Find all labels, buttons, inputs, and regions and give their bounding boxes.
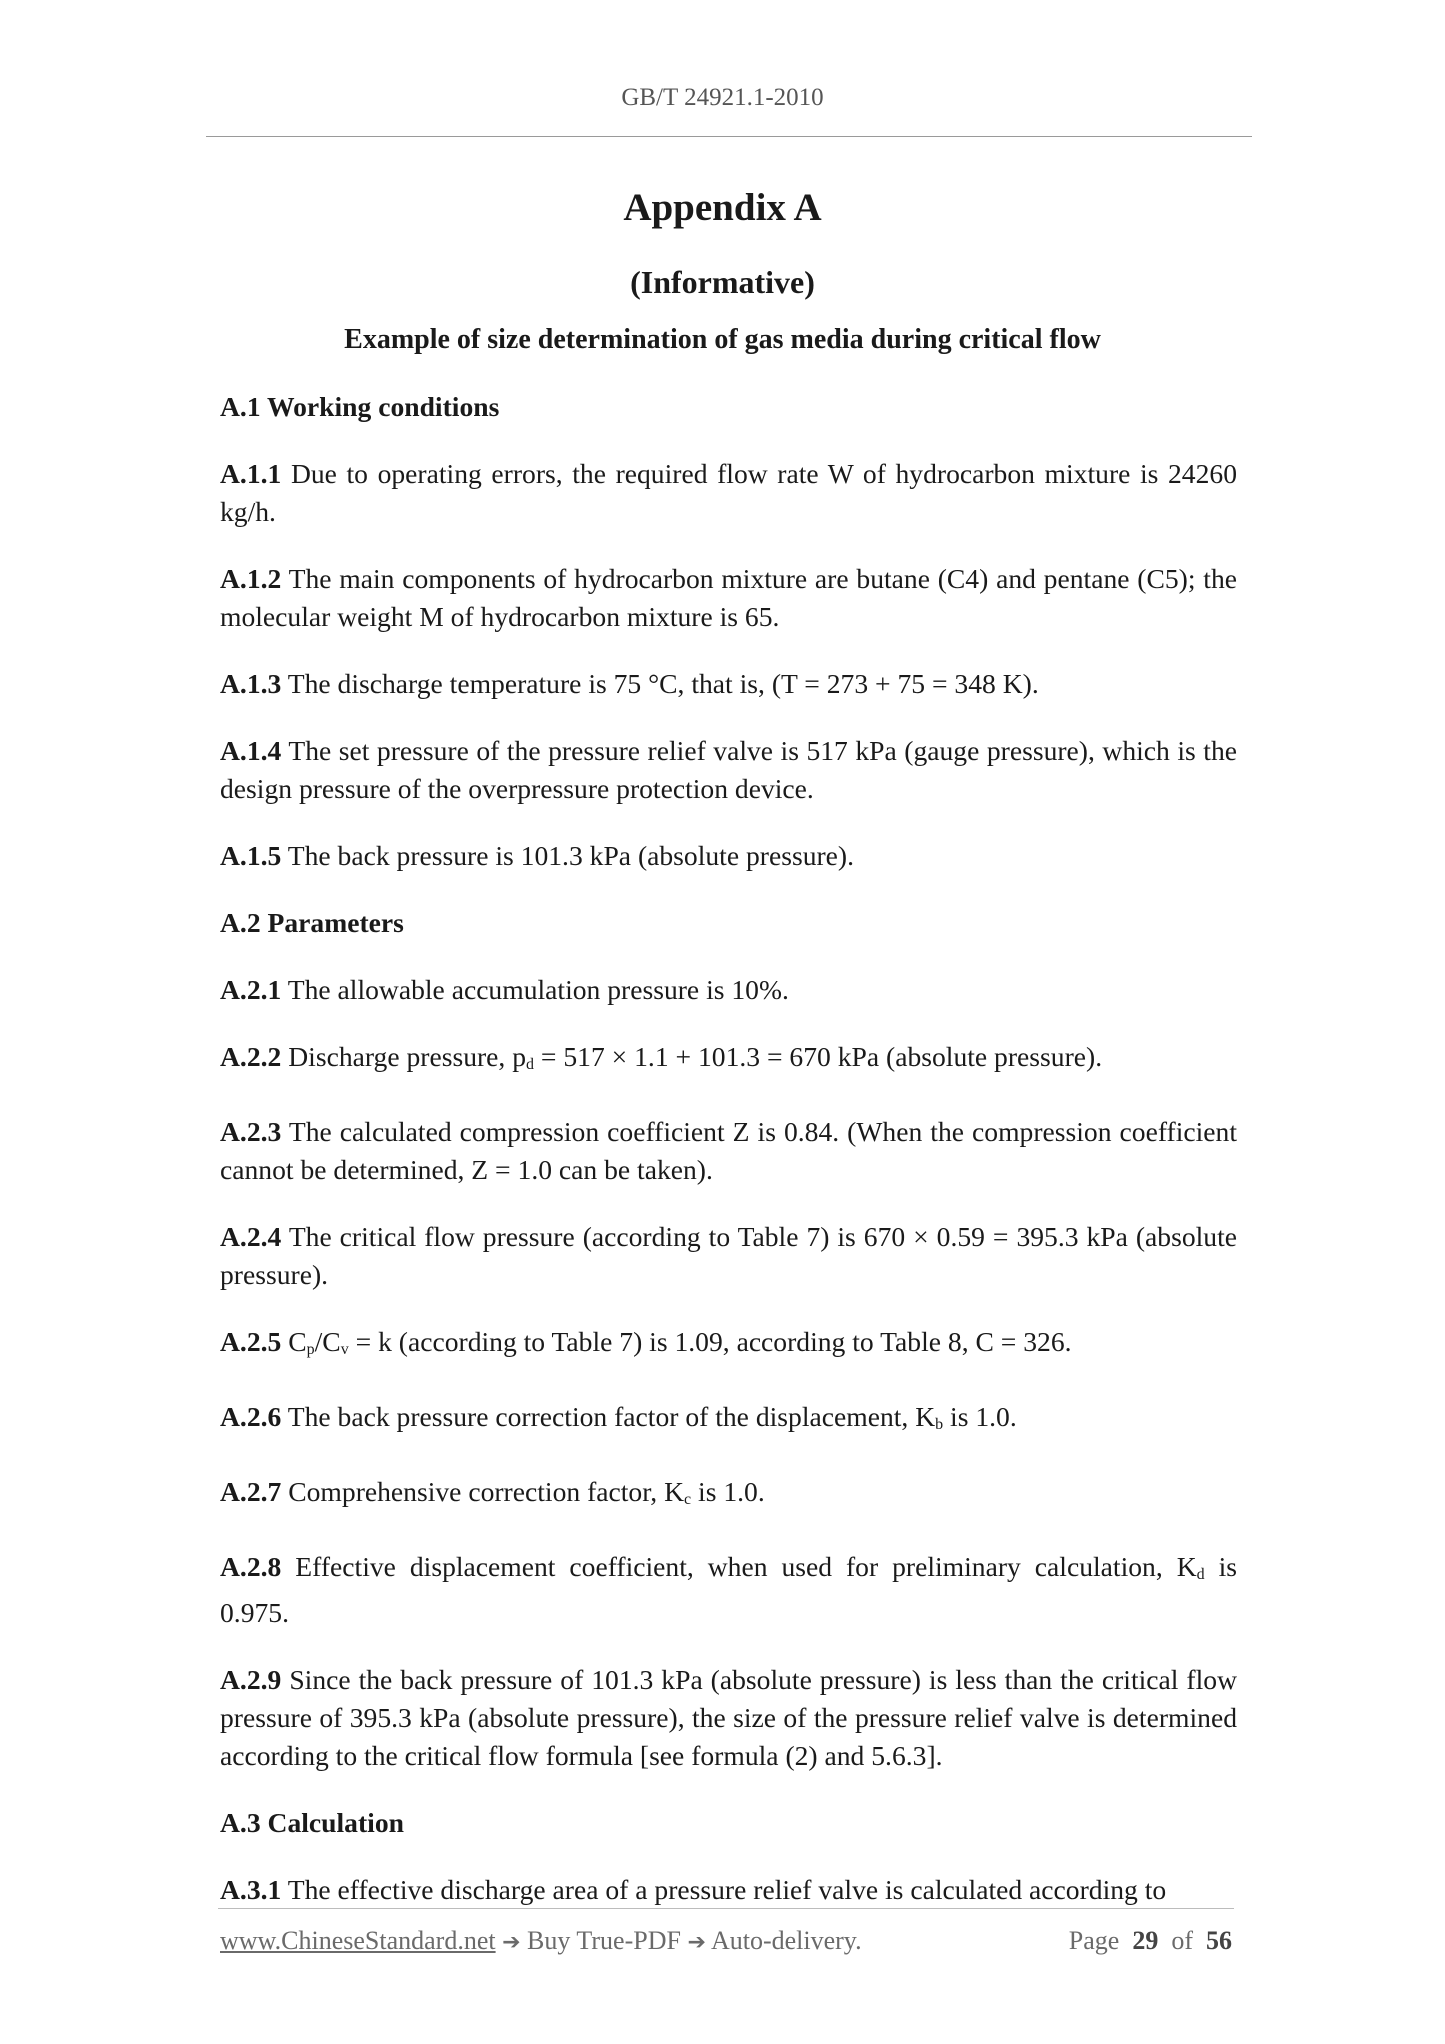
clause-a2-2 bbox=[220, 1038, 1237, 1084]
subscript: v bbox=[340, 1341, 349, 1358]
clause-a2-8 bbox=[220, 1548, 1237, 1632]
current-page: 29 bbox=[1132, 1926, 1159, 1955]
clause-text-cont: /C bbox=[314, 1326, 341, 1357]
clause-text: The discharge temperature is 75 °C, that is, (T = 273 + 75 = 348 K). bbox=[287, 668, 1039, 699]
appendix-title: Appendix A bbox=[623, 186, 822, 229]
clause-a3-1 bbox=[220, 1871, 1237, 1909]
clause-text: Discharge pressure, p bbox=[288, 1041, 527, 1072]
clause-text-cont: is 1.0. bbox=[943, 1401, 1017, 1432]
clause-text: C bbox=[288, 1326, 307, 1357]
clause-number: A.1.2 bbox=[220, 563, 282, 594]
clause-text-cont: = 517 × 1.1 + 101.3 = 670 kPa (absolute pressure). bbox=[534, 1041, 1103, 1072]
clause-a1-5 bbox=[220, 837, 1237, 875]
clause-number: A.1.1 bbox=[220, 458, 282, 489]
appendix-type: (Informative) bbox=[630, 264, 815, 300]
arrow-right-icon: ➔ bbox=[502, 1930, 521, 1955]
subscript: d bbox=[526, 1056, 535, 1073]
clause-number: A.2.1 bbox=[220, 974, 282, 1005]
clause-text: The critical flow pressure (according to Table 7) is 670 × 0.59 = 395.3 kPa (absolute pressure). bbox=[220, 1221, 1238, 1290]
clause-number: A.3.1 bbox=[220, 1874, 282, 1905]
subscript: b bbox=[935, 1416, 944, 1433]
clause-text: The back pressure is 101.3 kPa (absolute pressure). bbox=[287, 840, 855, 871]
delivery-text: Auto-delivery. bbox=[710, 1926, 862, 1955]
clause-text: The back pressure correction factor of the displacement, K bbox=[287, 1401, 936, 1432]
footer-promo bbox=[220, 1926, 862, 1956]
clause-a1-3 bbox=[220, 665, 1237, 703]
clause-number: A.2.8 bbox=[220, 1551, 282, 1582]
clause-text-cont: = k (according to Table 7) is 1.09, according to Table 8, C = 326. bbox=[348, 1326, 1072, 1357]
section-heading-a1: A.1 Working conditions bbox=[220, 391, 500, 422]
page-label: Page bbox=[1068, 1926, 1120, 1955]
clause-number: A.2.3 bbox=[220, 1116, 282, 1147]
clause-text: Due to operating errors, the required flow rate W of hydrocarbon mixture is 24260 kg/h. bbox=[220, 458, 1237, 527]
clause-text-cont: is 0.975. bbox=[220, 1551, 1238, 1628]
clause-number: A.2.2 bbox=[220, 1041, 282, 1072]
clause-text: Effective displacement coefficient, when used for preliminary calculation, K bbox=[295, 1551, 1197, 1582]
clause-number: A.1.3 bbox=[220, 668, 282, 699]
clause-a2-3 bbox=[220, 1113, 1237, 1189]
clause-number: A.1.4 bbox=[220, 735, 282, 766]
of-label: of bbox=[1171, 1926, 1193, 1955]
section-heading-a3: A.3 Calculation bbox=[220, 1807, 404, 1838]
clause-a2-1 bbox=[220, 971, 1237, 1009]
clause-number: A.2.9 bbox=[220, 1664, 282, 1695]
total-pages: 56 bbox=[1206, 1926, 1232, 1955]
document-header: GB/T 24921.1-2010 bbox=[621, 84, 824, 111]
clause-text: The main components of hydrocarbon mixture are butane (C4) and pentane (C5); the molecular weight M of hydrocarbon mixture is 65. bbox=[220, 563, 1237, 632]
clause-text: Comprehensive correction factor, K bbox=[288, 1476, 685, 1507]
clause-a2-7 bbox=[220, 1473, 1237, 1519]
clause-text: The effective discharge area of a pressure relief valve is calculated according to bbox=[287, 1874, 1167, 1905]
document-body bbox=[220, 388, 1237, 1938]
clause-text: The allowable accumulation pressure is 10%. bbox=[287, 974, 789, 1005]
clause-number: A.2.6 bbox=[220, 1401, 282, 1432]
clause-text: The set pressure of the pressure relief valve is 517 kPa (gauge pressure), which is the design pressure of the overpressure protection device. bbox=[220, 735, 1237, 804]
clause-text: Since the back pressure of 101.3 kPa (absolute pressure) is less than the critical flow pressure of 395.3 kPa (absolute pressure), the size of the pressure relief valve is determined according to the critical flow formula [see formula (2) and 5.6.3]. bbox=[220, 1664, 1237, 1771]
footer-divider bbox=[218, 1908, 1234, 1909]
clause-number: A.2.7 bbox=[220, 1476, 282, 1507]
subscript: d bbox=[1196, 1566, 1205, 1583]
appendix-subtitle: Example of size determination of gas media during critical flow bbox=[344, 324, 1101, 355]
clause-a2-5 bbox=[220, 1323, 1237, 1369]
clause-a2-6 bbox=[220, 1398, 1237, 1444]
page-number bbox=[1069, 1926, 1232, 1956]
subscript: p bbox=[306, 1341, 315, 1358]
subscript: c bbox=[684, 1491, 692, 1508]
clause-a1-4 bbox=[220, 732, 1237, 808]
website-link[interactable]: www.ChineseStandard.net bbox=[220, 1926, 496, 1955]
clause-a1-2 bbox=[220, 560, 1237, 636]
clause-a1-1 bbox=[220, 455, 1237, 531]
clause-text-cont: is 1.0. bbox=[691, 1476, 765, 1507]
clause-a2-9 bbox=[220, 1661, 1237, 1775]
header-divider bbox=[206, 136, 1252, 137]
arrow-right-icon: ➔ bbox=[687, 1930, 706, 1955]
clause-number: A.2.4 bbox=[220, 1221, 282, 1252]
clause-text: The calculated compression coefficient Z is 0.84. (When the compression coefficient cannot be determined, Z = 1.0 can be taken). bbox=[220, 1116, 1237, 1185]
buy-pdf-text: Buy True-PDF bbox=[527, 1926, 681, 1955]
clause-a2-4 bbox=[220, 1218, 1237, 1294]
clause-number: A.1.5 bbox=[220, 840, 282, 871]
section-heading-a2: A.2 Parameters bbox=[220, 907, 404, 938]
clause-number: A.2.5 bbox=[220, 1326, 282, 1357]
